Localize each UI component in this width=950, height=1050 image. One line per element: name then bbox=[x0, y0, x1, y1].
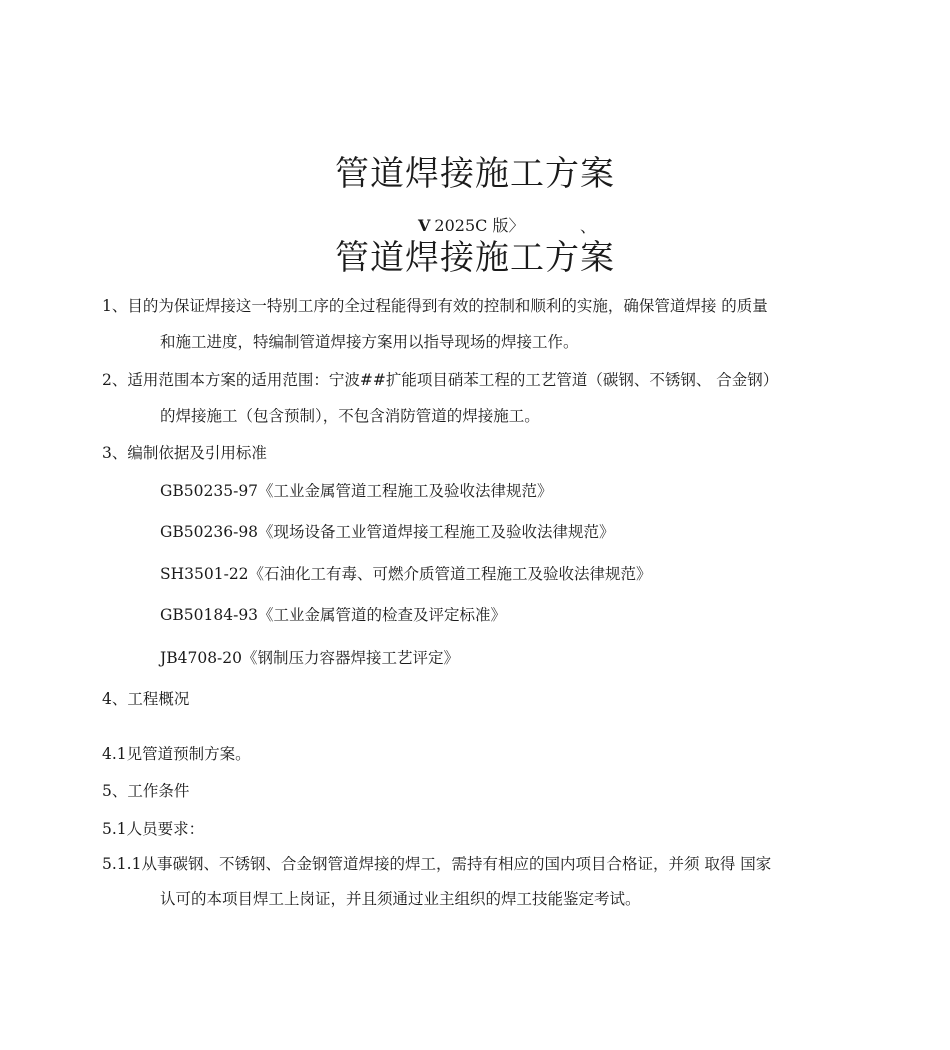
version-mark: V bbox=[418, 216, 431, 235]
standard-item: JB4708-20《钢制压力容器焊接工艺评定》 bbox=[160, 649, 460, 667]
document-title: 管道焊接施工方案 bbox=[335, 154, 615, 194]
standard-item: GB50184-93《工业金属管道的检查及评定标准》 bbox=[160, 606, 507, 624]
standard-item: GB50235-97《工业金属管道工程施工及验收法律规范》 bbox=[160, 482, 553, 500]
section-4-1-text: 4.1见管道预制方案。 bbox=[102, 745, 251, 763]
version-text: 2025C 版〉 bbox=[434, 216, 525, 235]
section-1-text: 1、目的为保证焊接这一特别工序的全过程能得到有效的控制和顺利的实施，确保管道焊接 的质量 bbox=[102, 297, 768, 315]
section-5-1-1-continuation: 认可的本项目焊工上岗证，并且须通过业主组织的焊工技能鉴定考试。 bbox=[160, 890, 641, 908]
document-subtitle: 管道焊接施工方案 bbox=[335, 238, 615, 278]
standard-item: SH3501-22《石油化工有毒、可燃介质管道工程施工及验收法律规范》 bbox=[160, 565, 652, 583]
section-2-continuation: 的焊接施工（包含预制），不包含消防管道的焊接施工。 bbox=[160, 407, 540, 425]
section-5-1-1-text: 5.1.1从事碳钢、不锈钢、合金钢管道焊接的焊工，需持有相应的国内项目合格证，并须 取得 国家 bbox=[102, 855, 772, 873]
standard-item: GB50236-98《现场设备工业管道焊接工程施工及验收法律规范》 bbox=[160, 523, 615, 541]
section-2-text: 2、适用范围本方案的适用范围：宁波##扩能项目硝苯工程的工艺管道（碳钢、不锈钢、 合金钢） bbox=[102, 371, 779, 389]
stray-mark: 、 bbox=[580, 217, 597, 236]
section-3-heading: 3、编制依据及引用标准 bbox=[102, 444, 267, 462]
section-5-heading: 5、工作条件 bbox=[102, 782, 190, 800]
section-4-heading: 4、工程概况 bbox=[102, 690, 190, 708]
section-5-1-heading: 5.1人员要求： bbox=[102, 820, 205, 838]
section-1-continuation: 和施工进度，特编制管道焊接方案用以指导现场的焊接工作。 bbox=[160, 333, 579, 351]
